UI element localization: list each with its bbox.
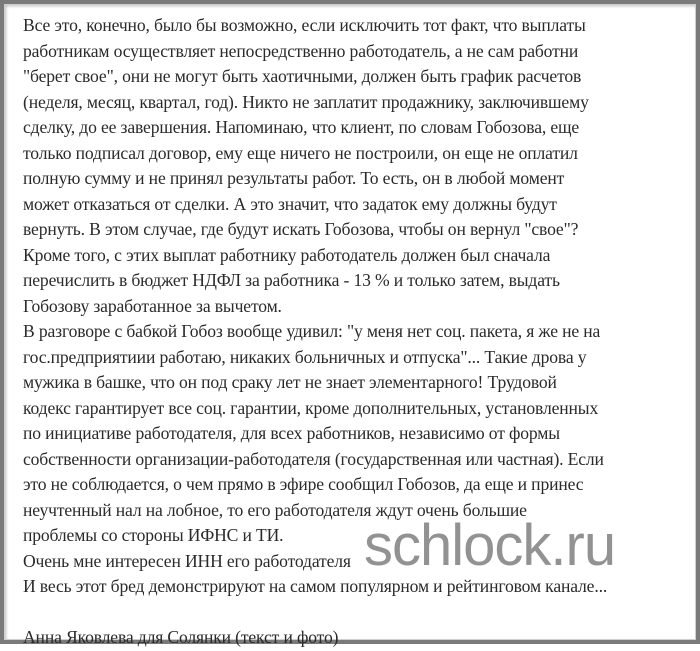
text-line: гос.предприятиии работаю, никаких больничных и отпуска"... Такие дрова у [23, 346, 587, 367]
text-line: перечислить в бюджет НДФЛ за работника - 13 % и только затем, выдать [23, 270, 560, 290]
text-line: неучтенный нал на лобное, то его работодателя ждут очень большие [23, 499, 527, 520]
text-line: собственности организации-работодателя (государственная или частная). Если [23, 448, 604, 469]
text-line: (неделя, месяц, квартал, год). Никто не заплатит продажнику, заключившему [23, 91, 589, 112]
text-line [23, 600, 607, 626]
text-line: Кроме того, с этих выплат работнику работодатель должен был сначала [23, 244, 551, 265]
text-line: вернуть. В этом случае, где будут искать Гобозова, чтобы он вернул "свое"? [23, 219, 579, 239]
text-line: Все это, конечно, было бы возможно, если исключить тот факт, что выплаты [23, 15, 586, 35]
text-line: И весь этот бред демонстрируют на самом популярном и рейтинговом канале... [23, 576, 608, 596]
text-line: мужика в башке, что он под сраку лет не знает элементарного! Трудовой [23, 372, 557, 392]
text-line: работникам осуществляет непосредственно работодатель, а не сам работни [23, 40, 579, 61]
text-line: "берет свое", они не могут быть хаотичными, должен быть график расчетов [23, 66, 582, 86]
text-line: сделку, до ее завершения. Напоминаю, что клиент, по словам Гобозова, еще [23, 117, 580, 137]
text-line: Очень мне интересен ИНН его работодателя [23, 550, 351, 571]
text-line: полную сумму и не принял результаты работ. То есть, он в любой момент [23, 168, 565, 188]
text-line: это не соблюдается, о чем прямо в эфире сообщил Гобозов, да еще и принес [23, 474, 584, 494]
text-line: по инициативе работодателя, для всех работников, независимо от формы [23, 423, 560, 443]
text-line: проблемы со стороны ИФНС и ТИ. [23, 525, 284, 545]
text-line: может отказаться от сделки. А это значит, что задаток ему должны будут [23, 193, 557, 214]
author-signature: Анна Яковлева для Солянки (текст и фото) [23, 627, 339, 647]
text-line: только подписал договор, ему еще ничего не построили, он еще не оплатил [23, 142, 578, 163]
watermark: schlock.ru [364, 513, 616, 578]
text-line: кодекс гарантирует все соц. гарантии, кроме дополнительных, установленных [23, 397, 599, 418]
text-line: Гобозову заработанное за вычетом. [23, 295, 282, 316]
text-line: В разговоре с бабкой Гобоз вообще удивил: "у меня нет соц. пакета, я же не на [23, 321, 601, 341]
